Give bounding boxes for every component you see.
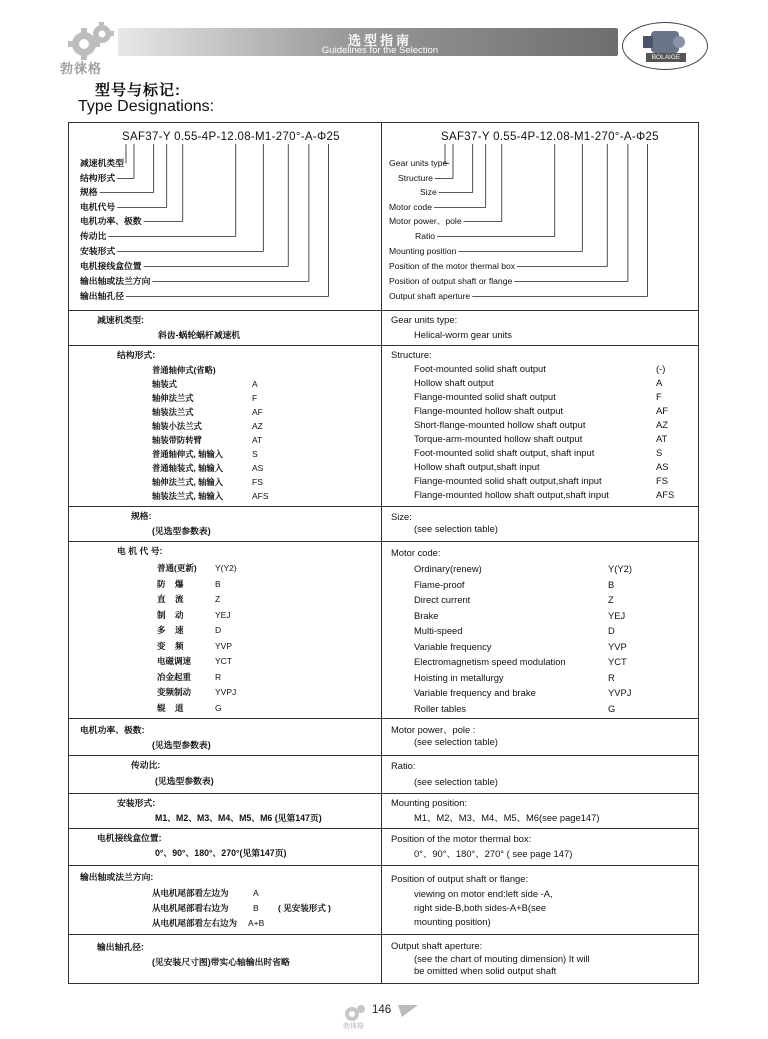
motor-code-en-side: Z xyxy=(608,594,614,605)
motor-type-cn: 多 速 xyxy=(157,625,184,635)
designation-part: A xyxy=(623,131,632,143)
motor-type-en: Variable frequency xyxy=(414,640,492,652)
structure-code-cn: F xyxy=(252,393,258,403)
motor-type-en: Variable frequency and brake xyxy=(414,687,536,698)
output-dir-note: ( 见安装形式 ) xyxy=(278,903,331,913)
structure-item-cn: 普通轴伸式, 轴输入 xyxy=(152,449,223,459)
structure-code-cn: FS xyxy=(252,477,263,487)
output-dir-head-cn: 输出轴或法兰方向: xyxy=(80,872,154,882)
designation-part: - xyxy=(197,131,202,143)
page-number: 146 xyxy=(372,1004,392,1016)
output-dir-code: B xyxy=(253,903,259,913)
aperture-head-en: Output shaft aperture: xyxy=(391,940,483,951)
structure-item-en: Hollow shaft output xyxy=(414,377,494,388)
structure-item-en: Foot-mounted solid shaft output xyxy=(414,363,546,374)
motor-code-en-side: R xyxy=(608,671,615,683)
structure-item-cn: 轴伸法兰式 xyxy=(152,393,194,403)
legend-label-cn: 电机接线盒位置 xyxy=(80,261,142,271)
motor-type-en: Multi-speed xyxy=(414,625,463,636)
designation-part: - xyxy=(631,131,637,143)
structure-item-en: Hollow shaft output,shaft input xyxy=(414,461,540,472)
designation-part: AF37 xyxy=(129,131,159,143)
aperture-line-en: be omitted when solid output shaft xyxy=(414,965,557,976)
logo-left-text: 勃徕格 xyxy=(60,61,103,76)
page-arrow-icon xyxy=(398,1005,418,1017)
designation-part: M1 xyxy=(255,131,272,143)
mounting-value-en: M1、M2、M3、M4、M5、M6(see page147) xyxy=(414,812,600,823)
structure-item-en: Flange-mounted solid shaft output,shaft input xyxy=(414,475,602,486)
designation-part: 4P xyxy=(520,131,536,143)
structure-code-cn: AS xyxy=(252,463,264,473)
designation-part: S xyxy=(441,131,449,143)
legend-label-cn: 规格 xyxy=(80,187,98,197)
motor-power-head-cn: 电机功率、极数: xyxy=(80,725,145,735)
motor-code-cn-side: YCT xyxy=(215,656,232,666)
gear-type-head-cn: 减速机类型: xyxy=(97,315,144,325)
designation-part: - xyxy=(271,131,276,143)
structure-item-en: Torque-arm-mounted hollow shaft output xyxy=(414,433,583,444)
motor-code-en-side: B xyxy=(608,578,615,590)
legend-label-en: Structure xyxy=(398,173,433,183)
structure-code-cn: AT xyxy=(252,435,263,445)
structure-item-cn: 轴装法兰式, 轴输入 xyxy=(152,491,223,501)
ratio-head-cn: 传动比: xyxy=(131,760,161,770)
structure-item-en: Flange-mounted hollow shaft output xyxy=(414,405,564,416)
output-dir-item-cn: 从电机尾部看右边为 xyxy=(152,903,229,913)
motor-code-cn-side: Z xyxy=(215,594,221,604)
motor-code-head-cn: 电 机 代 号: xyxy=(117,546,163,556)
structure-code-cn: AZ xyxy=(252,421,263,431)
designation-part: - xyxy=(312,131,318,143)
designation-part: 270° xyxy=(594,131,620,143)
gear-type-value-en: Helical-worm gear units xyxy=(414,329,512,340)
header-title-cn: 选型指南 xyxy=(347,34,412,49)
size-value-cn: (见选型参数表) xyxy=(152,526,211,536)
structure-item-en: Short-flange-mounted hollow shaft output xyxy=(414,419,586,430)
legend-label-en: Ratio xyxy=(415,231,436,241)
designation-part: - xyxy=(216,131,221,143)
designation-part: S xyxy=(122,131,130,143)
structure-code-en: AS xyxy=(656,461,669,472)
size-head-en: Size: xyxy=(391,511,412,522)
motor-power-value-cn: (见选型参数表) xyxy=(152,740,211,750)
legend-label-en: Gear units type xyxy=(389,158,448,168)
size-value-en: (see selection table) xyxy=(414,523,498,534)
structure-code-cn: A xyxy=(252,379,258,389)
header-title-en: Guidelines for the Selection xyxy=(321,45,439,56)
thermal-box-value-en: 0°、90°、180°、270° ( see page 147) xyxy=(414,848,573,859)
mounting-head-en: Mounting position: xyxy=(391,797,468,808)
structure-head-cn: 结构形式: xyxy=(117,350,156,360)
output-dir-code: A xyxy=(253,888,259,898)
logo-right-text: BOLAIGE xyxy=(646,53,686,62)
output-dir-line-en: viewing on motor end:left side -A, xyxy=(414,888,553,899)
motor-code-en-side: YEJ xyxy=(608,609,626,621)
aperture-value-cn: (见安装尺寸图)带实心轴输出时省略 xyxy=(152,957,290,967)
structure-code-en: AT xyxy=(656,433,668,444)
structure-item-en: Foot-mounted solid shaft output, shaft input xyxy=(414,447,595,458)
motor-code-cn-side: YVPJ xyxy=(215,687,237,697)
mounting-value-cn: M1、M2、M3、M4、M5、M6 (见第147页) xyxy=(155,813,322,823)
motor-type-cn: 制 动 xyxy=(157,609,184,620)
output-dir-head-en: Position of output shaft or flange: xyxy=(391,873,529,884)
section-title-cn: 型号与标记: xyxy=(95,82,181,99)
mounting-head-cn: 安装形式: xyxy=(117,798,156,808)
designation-part: 0.55 xyxy=(489,131,517,143)
output-dir-item-cn: 从电机尾部看左右边为 xyxy=(152,918,238,928)
designation-part: - xyxy=(619,131,624,143)
designation-part: Y xyxy=(481,131,490,143)
motor-type-cn: 辊 道 xyxy=(157,702,184,713)
motor-type-en: Roller tables xyxy=(414,702,467,714)
motor-code-en-side: YCT xyxy=(608,656,627,667)
motor-code-cn-side: Y(Y2) xyxy=(215,563,237,573)
structure-item-en: Flange-mounted solid shaft output xyxy=(414,391,556,402)
motor-type-cn: 冶金起重 xyxy=(157,671,192,682)
designation-part: M1 xyxy=(574,131,591,143)
structure-code-cn: S xyxy=(252,449,258,459)
structure-code-cn: AFS xyxy=(252,491,269,501)
structure-item-cn: 轴伸法兰式, 轴输入 xyxy=(152,477,223,487)
designation-part: - xyxy=(158,131,163,143)
designation-part: 0.55 xyxy=(170,131,198,143)
designation-part: Y xyxy=(162,131,171,143)
legend-label-en: Position of output shaft or flange xyxy=(389,276,513,286)
output-dir-item-cn: 从电机尾部看左边为 xyxy=(152,888,229,898)
legend-label-en: Motor power、pole xyxy=(389,216,462,226)
designation-part: - xyxy=(250,131,256,143)
motor-type-cn: 变频制动 xyxy=(157,687,192,697)
motor-power-head-en: Motor power、pole : xyxy=(391,724,476,735)
designation-part: Φ25 xyxy=(636,131,659,143)
legend-label-en: Position of the motor thermal box xyxy=(389,261,516,271)
designation-part: - xyxy=(535,131,540,143)
designation-part: 4P xyxy=(201,131,217,143)
motor-code-cn-side: D xyxy=(215,625,222,635)
structure-item-cn: 轴装小法兰式 xyxy=(152,421,202,431)
designation-part: 270° xyxy=(275,131,301,143)
gear-type-value-cn: 斜齿-蜗轮蜗杆减速机 xyxy=(158,330,241,340)
structure-head-en: Structure: xyxy=(391,349,432,360)
legend-label-en: Motor code xyxy=(389,202,432,212)
gear-type-head-en: Gear units type: xyxy=(391,314,458,325)
ratio-value-en: (see selection table) xyxy=(414,776,498,787)
designation-part: 12.08 xyxy=(539,131,570,143)
motor-code-en-side: YVPJ xyxy=(608,687,632,698)
designation-part: - xyxy=(569,131,575,143)
designation-part: AF37 xyxy=(448,131,478,143)
structure-code-cn: AF xyxy=(252,407,263,417)
motor-type-en: Electromagnetism speed modulation xyxy=(414,656,566,667)
structure-code-en: FS xyxy=(656,475,668,486)
motor-type-en: Brake xyxy=(414,609,439,621)
structure-item-cn: 轴装带防转臂 xyxy=(152,435,202,445)
motor-type-cn: 普通(更新) xyxy=(157,563,197,573)
designation-part: - xyxy=(477,131,482,143)
legend-label-cn: 结构形式 xyxy=(80,173,116,183)
motor-code-cn-side: R xyxy=(215,671,222,682)
motor-type-cn: 防 爆 xyxy=(157,578,184,589)
designation-code xyxy=(441,132,659,143)
legend-label-cn: 减速机类型 xyxy=(80,158,124,168)
motor-type-en: Hoisting in metallurgy xyxy=(414,671,504,683)
structure-code-en: AF xyxy=(656,405,668,416)
designation-part: - xyxy=(590,131,595,143)
structure-code-en: F xyxy=(656,391,662,402)
section-title-en: Type Designations: xyxy=(78,98,215,115)
motor-code-en-side: Y(Y2) xyxy=(608,563,632,574)
output-dir-line-en: mounting position) xyxy=(414,916,491,927)
thermal-box-head-cn: 电机接线盒位置: xyxy=(97,833,162,843)
ratio-head-en: Ratio: xyxy=(391,760,416,771)
aperture-head-cn: 输出轴孔径: xyxy=(97,942,144,952)
motor-power-value-en: (see selection table) xyxy=(414,736,498,747)
designation-part: 12.08 xyxy=(220,131,251,143)
thermal-box-value-cn: 0°、90°、180°、270°(见第147页) xyxy=(155,848,287,858)
ratio-value-cn: (见选型参数表) xyxy=(155,776,214,786)
motor-code-head-en: Motor code: xyxy=(391,547,441,558)
motor-code-en-side: YVP xyxy=(608,640,627,652)
structure-item-cn: 轴装式 xyxy=(152,379,177,389)
legend-label-cn: 电机代号 xyxy=(80,202,116,212)
legend-label-cn: 输出轴或法兰方向 xyxy=(80,276,151,286)
legend-label-cn: 传动比 xyxy=(80,231,107,241)
motor-type-en: Flame-proof xyxy=(414,578,465,590)
motor-type-en: Ordinary(renew) xyxy=(414,563,482,574)
structure-item-en: Flange-mounted hollow shaft output,shaft input xyxy=(414,489,609,500)
motor-type-cn: 变 频 xyxy=(157,640,184,651)
aperture-line-en: (see the chart of mouting dimension) It will xyxy=(414,953,590,964)
structure-code-en: (-) xyxy=(656,363,666,374)
designation-part: Φ25 xyxy=(317,131,340,143)
motor-code-en-side: G xyxy=(608,702,616,714)
output-dir-code: A+B xyxy=(248,918,265,928)
legend-label-cn: 电机功率、极数 xyxy=(80,216,142,226)
designation-part: - xyxy=(516,131,521,143)
motor-type-cn: 电磁调速 xyxy=(157,656,192,666)
legend-label-cn: 安装形式 xyxy=(80,246,116,256)
motor-code-en-side: D xyxy=(608,625,615,636)
motor-code-cn-side: G xyxy=(215,702,222,713)
structure-item-cn: 普通轴装式, 轴输入 xyxy=(152,463,223,473)
structure-code-en: AFS xyxy=(656,489,675,500)
motor-code-cn-side: YEJ xyxy=(215,609,231,620)
legend-label-en: Output shaft aperture xyxy=(389,291,471,301)
structure-code-en: AZ xyxy=(656,419,668,430)
motor-code-cn-side: YVP xyxy=(215,640,233,651)
thermal-box-head-en: Position of the motor thermal box: xyxy=(391,833,532,844)
structure-item-cn: 普通轴伸式(省略) xyxy=(152,365,216,375)
structure-code-en: S xyxy=(656,447,663,458)
designation-part: A xyxy=(304,131,313,143)
motor-code-cn-side: B xyxy=(215,578,221,589)
motor-type-cn: 直 流 xyxy=(157,594,184,604)
size-head-cn: 规格: xyxy=(131,511,152,521)
motor-type-en: Direct current xyxy=(414,594,471,605)
footer-logo-text: 勃徕格 xyxy=(343,1023,364,1030)
designation-part: - xyxy=(300,131,305,143)
structure-item-cn: 轴装法兰式 xyxy=(152,407,194,417)
output-dir-line-en: right side-B,both sides-A+B(see xyxy=(414,902,547,913)
legend-label-en: Size xyxy=(420,187,437,197)
legend-label-cn: 输出轴孔径 xyxy=(80,291,124,301)
designation-code xyxy=(122,132,340,143)
structure-code-en: A xyxy=(656,377,663,388)
legend-label-en: Mounting position xyxy=(389,246,457,256)
